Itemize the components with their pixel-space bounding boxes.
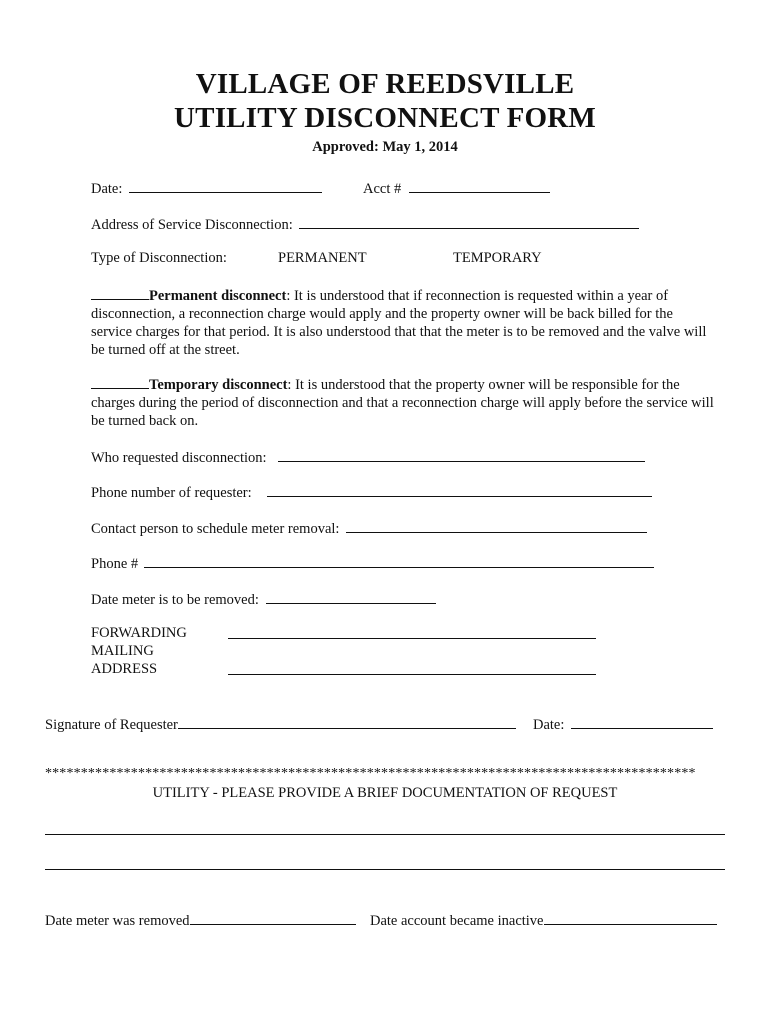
address-service-label: Address of Service Disconnection: [91,217,293,233]
contact-person-label: Contact person to schedule meter removal: [91,521,340,537]
signature-date-label: Date: [533,717,565,733]
date-meter-removal-label: Date meter is to be removed: [91,592,259,608]
temporary-text: : It is understood that the property owner will be responsible for the charges during the period of disconnection and that a reconnection charge will apply before the service will be turned back on. [91,377,714,429]
date-meter-removal-row [91,589,436,609]
date-account-inactive-row [370,910,717,930]
address-service-input[interactable] [299,214,639,229]
form-title-line2: UTILITY DISCONNECT FORM [174,102,596,134]
type-permanent-option[interactable]: PERMANENT [278,250,367,266]
who-requested-input[interactable] [278,447,645,462]
documentation-line-2[interactable] [45,869,725,870]
date-account-inactive-label: Date account became inactive [370,913,544,929]
type-temporary-option[interactable]: TEMPORARY [453,250,542,266]
acct-label: Acct # [363,181,402,197]
date-meter-removal-input[interactable] [266,589,436,604]
date-input[interactable] [129,178,322,193]
approved-date: Approved: May 1, 2014 [312,139,458,155]
permanent-checkbox-line[interactable] [91,286,149,300]
date-meter-was-removed-row [45,910,356,930]
temporary-paragraph [91,375,717,430]
forwarding-label: FORWARDING [91,625,187,641]
forwarding-address-line-2[interactable] [228,674,596,675]
signature-row [45,714,516,734]
forwarding-address-line-1[interactable] [228,638,596,639]
phone-requester-label: Phone number of requester: [91,485,252,501]
permanent-text: : It is understood that if reconnection is requested within a year of disconnection, a reconnection charge would apply and the property owner will be back billed for the service charges for that period. It is also understood that that the meter is to be removed and the valve will be turned off at the street. [91,288,707,358]
signature-label: Signature of Requester [45,717,178,733]
who-requested-row [91,447,645,467]
date-account-inactive-input[interactable] [544,910,717,925]
separator-stars: ******************************************************************************************* [45,766,696,781]
address-service-row [91,214,639,234]
mailing-label: MAILING [91,643,154,659]
form-title-line1: VILLAGE OF REEDSVILLE [195,68,575,100]
signature-date-input[interactable] [571,714,713,729]
utility-heading: UTILITY - PLEASE PROVIDE A BRIEF DOCUMENTATION OF REQUEST [152,785,618,801]
address-label: ADDRESS [91,661,158,677]
who-requested-label: Who requested disconnection: [91,450,267,466]
date-field-row [91,178,322,198]
date-meter-was-removed-label: Date meter was removed [45,913,190,929]
acct-field-row [363,178,550,198]
contact-person-row [91,518,647,538]
temporary-title: Temporary disconnect [149,377,288,393]
permanent-title: Permanent disconnect [149,288,287,304]
signature-input[interactable] [178,714,516,729]
phone-requester-input[interactable] [267,482,652,497]
documentation-line-1[interactable] [45,834,725,835]
signature-date-row [533,714,713,734]
acct-input[interactable] [409,178,550,193]
phone-label: Phone # [91,556,139,572]
contact-person-input[interactable] [346,518,647,533]
phone-row [91,553,654,573]
date-label: Date: [91,181,123,197]
temporary-checkbox-line[interactable] [91,375,149,389]
permanent-paragraph [91,286,717,359]
phone-input[interactable] [144,553,654,568]
date-meter-was-removed-input[interactable] [190,910,356,925]
type-label: Type of Disconnection: [91,250,227,266]
phone-requester-row [91,482,652,502]
